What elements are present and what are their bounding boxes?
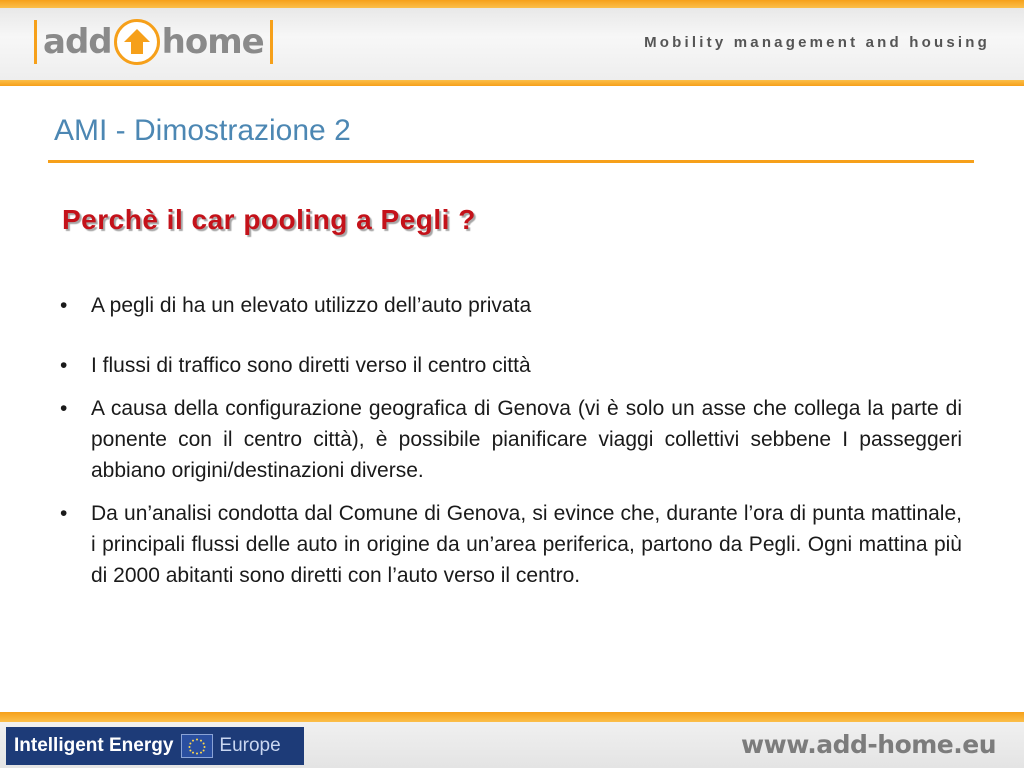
intelligent-energy-europe-badge: [6, 727, 304, 765]
header-accent-rule: [0, 80, 1024, 86]
slide-subtitle: Perchè il car pooling a Pegli ?: [62, 204, 476, 235]
bullet-text: Da un’analisi condotta dal Comune di Genova, si evince che, durante l’ora di punta mattinale, i principali flussi delle auto in origine da un’area periferica, partono da Pegli. Ogni mattina più di 2000 abitanti sono diretti con l’auto verso il centro.: [91, 502, 962, 587]
website-url: www.add-home.eu: [741, 730, 996, 759]
header-tagline: Mobility management and housing: [644, 34, 990, 51]
bullet-text: I flussi di traffico sono diretti verso il centro città: [91, 354, 531, 377]
bullet-text: A causa della configurazione geografica di Genova (vi è solo un asse che collega la parte di ponente con il centro città), è possibile pianificare viaggi collettivi sebbene I passeggeri abbiano origini/destinazioni diverse.: [91, 397, 962, 482]
logo-word-home: home: [161, 22, 264, 62]
top-accent-band: [0, 0, 1024, 8]
logo-right-bar: [270, 20, 273, 64]
program-region: Europe: [219, 735, 281, 756]
title-underline: [48, 160, 974, 163]
house-arrow-icon: [114, 19, 160, 65]
bullet-dot: •: [60, 354, 68, 377]
bullet-dot: •: [60, 294, 68, 317]
program-name: Intelligent Energy: [14, 735, 174, 756]
add-home-logo: [28, 14, 279, 70]
bullet-item: [60, 393, 962, 486]
slide-title: AMI - Dimostrazione 2: [54, 114, 351, 147]
bullet-list: [60, 290, 962, 591]
bullet-dot: •: [60, 397, 68, 420]
bullet-dot: •: [60, 502, 68, 525]
logo-left-bar: [34, 20, 37, 64]
logo-word-add: add: [43, 22, 112, 62]
bullet-item: [60, 498, 962, 591]
bullet-text: A pegli di ha un elevato utilizzo dell’auto privata: [91, 294, 532, 317]
footer-accent-band: [0, 712, 1024, 722]
bullet-item: [60, 290, 962, 321]
bullet-item: [60, 350, 962, 381]
eu-flag-icon: [181, 734, 213, 758]
